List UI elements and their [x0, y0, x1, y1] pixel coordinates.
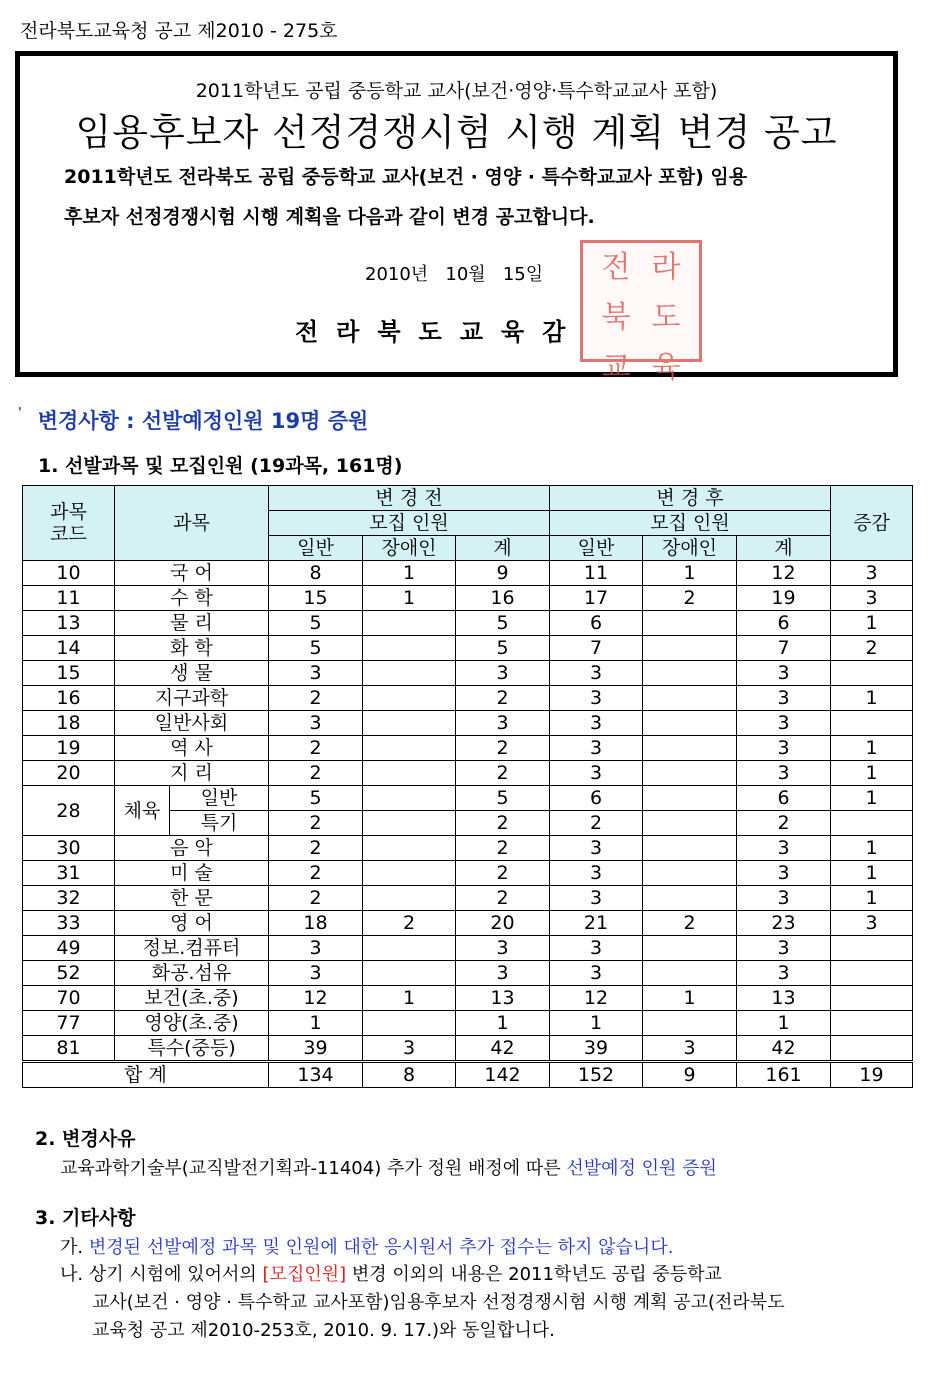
cell-total-a-dis: 9: [643, 1062, 737, 1088]
cell-subject: 지 리: [115, 761, 269, 786]
seal-char: 도: [651, 300, 681, 335]
cell-b-gen: 2: [269, 836, 363, 861]
cell-code: 32: [23, 886, 115, 911]
cell-code: 16: [23, 686, 115, 711]
cell-a-gen: 3: [550, 661, 643, 686]
cell-b-dis: [363, 1011, 456, 1036]
after-recruit-header: 모집 인원: [550, 511, 831, 536]
cell-b-gen: 2: [269, 886, 363, 911]
cell-subject: 정보.컴퓨터: [115, 936, 269, 961]
official-seal: [580, 240, 702, 385]
cell-b-dis: 1: [363, 561, 456, 586]
cell-a-gen: 3: [550, 861, 643, 886]
cell-code: 31: [23, 861, 115, 886]
seal-char: 전: [601, 250, 631, 285]
cell-total-b-sum: 142: [456, 1062, 550, 1088]
cell-b-dis: [363, 861, 456, 886]
cell-a-gen: 3: [550, 761, 643, 786]
cell-b-gen: 39: [269, 1036, 363, 1062]
cell-a-dis: [643, 886, 737, 911]
cell-b-dis: 3: [363, 1036, 456, 1062]
cell-b-dis: [363, 636, 456, 661]
cell-b-gen: 2: [269, 861, 363, 886]
cell-b-dis: [363, 736, 456, 761]
table-row: [23, 836, 913, 861]
cell-subject-sub: 일반: [170, 786, 269, 811]
cell-a-dis: [643, 836, 737, 861]
cell-a-sum: 3: [737, 761, 831, 786]
cell-b-sum: 5: [456, 636, 550, 661]
cell-subject: 음 악: [115, 836, 269, 861]
cell-subject: 한 문: [115, 886, 269, 911]
cell-b-sum: 3: [456, 661, 550, 686]
cell-subject: 화공.섬유: [115, 961, 269, 986]
cell-b-sum: 2: [456, 736, 550, 761]
cell-diff: [831, 711, 913, 736]
col-diff-header: 증감: [831, 486, 913, 561]
cell-diff: [831, 1036, 913, 1062]
cell-b-dis: [363, 761, 456, 786]
total-row: [23, 1062, 913, 1088]
table-row: [23, 786, 913, 811]
cell-b-sum: 16: [456, 586, 550, 611]
item-b-line-2: 교사(보건 · 영양 · 특수학교 교사포함)임용후보자 선정경쟁시험 시행 계획 공고(전라북도: [92, 1292, 785, 1313]
cell-total-label: 합 계: [23, 1062, 269, 1088]
cell-b-sum: 3: [456, 961, 550, 986]
intro-line-1: 2011학년도 전라북도 공립 중등학교 교사(보건 · 영양 · 특수학교교사 포함) 임용: [64, 166, 748, 188]
cell-a-gen: 3: [550, 886, 643, 911]
cell-subject: 보건(초.중): [115, 986, 269, 1011]
cell-b-sum: 9: [456, 561, 550, 586]
cell-diff: [831, 986, 913, 1011]
cell-subject: 영양(초.중): [115, 1011, 269, 1036]
table-row: [23, 961, 913, 986]
cell-b-dis: 1: [363, 986, 456, 1011]
cell-a-sum: 12: [737, 561, 831, 586]
cell-a-sum: 13: [737, 986, 831, 1011]
bullet-mark-icon: ': [18, 405, 22, 419]
cell-code: 13: [23, 611, 115, 636]
cell-subject: 물 리: [115, 611, 269, 636]
cell-a-sum: 6: [737, 786, 831, 811]
cell-b-gen: 2: [269, 686, 363, 711]
cell-code: 14: [23, 636, 115, 661]
cell-b-gen: 3: [269, 711, 363, 736]
cell-a-dis: [643, 661, 737, 686]
cell-b-gen: 2: [269, 811, 363, 836]
cell-b-dis: [363, 711, 456, 736]
change-heading-text: 변경사항 : 선발예정인원 19명 증원: [37, 409, 369, 433]
cell-diff: 3: [831, 911, 913, 936]
cell-b-gen: 8: [269, 561, 363, 586]
cell-a-gen: 17: [550, 586, 643, 611]
seal-char: 교: [601, 350, 631, 385]
cell-subject: 화 학: [115, 636, 269, 661]
cell-b-dis: [363, 886, 456, 911]
cell-a-sum: 42: [737, 1036, 831, 1062]
reason-highlight: 선발예정 인원 증원: [566, 1158, 717, 1179]
cell-diff: [831, 661, 913, 686]
table-row: [23, 1036, 913, 1062]
table-row: [23, 636, 913, 661]
cell-a-dis: [643, 861, 737, 886]
cell-b-gen: 2: [269, 761, 363, 786]
cell-b-gen: 5: [269, 636, 363, 661]
cell-total-a-gen: 152: [550, 1062, 643, 1088]
section1-title: 1. 선발과목 및 모집인원 (19과목, 161명): [38, 455, 403, 477]
before-sum-header: 계: [456, 536, 550, 561]
cell-b-gen: 15: [269, 586, 363, 611]
cell-a-gen: 6: [550, 611, 643, 636]
cell-subject: 특수(중등): [115, 1036, 269, 1062]
item-b-highlight: [모집인원]: [262, 1264, 347, 1285]
cell-b-sum: 5: [456, 786, 550, 811]
cell-a-gen: 1: [550, 1011, 643, 1036]
cell-total-b-dis: 8: [363, 1062, 456, 1088]
cell-b-dis: 1: [363, 586, 456, 611]
cell-a-dis: 3: [643, 1036, 737, 1062]
item-b-line-3: 교육청 공고 제2010-253호, 2010. 9. 17.)와 동일합니다.: [92, 1320, 555, 1341]
cell-a-gen: 11: [550, 561, 643, 586]
cell-total-b-gen: 134: [269, 1062, 363, 1088]
cell-a-gen: 3: [550, 836, 643, 861]
cell-code: 81: [23, 1036, 115, 1062]
cell-subject: 수 학: [115, 586, 269, 611]
cell-a-dis: [643, 711, 737, 736]
announcement-subtitle: 2011학년도 공립 중등학교 교사(보건·영양·특수학교교사 포함): [195, 80, 718, 102]
cell-a-sum: 1: [737, 1011, 831, 1036]
cell-b-sum: 2: [456, 886, 550, 911]
cell-diff: 1: [831, 861, 913, 886]
issuer-name: 전라북도교육감: [295, 318, 584, 346]
cell-a-sum: 3: [737, 861, 831, 886]
cell-a-dis: [643, 811, 737, 836]
cell-b-dis: [363, 836, 456, 861]
cell-b-sum: 13: [456, 986, 550, 1011]
cell-b-dis: [363, 786, 456, 811]
cell-b-sum: 2: [456, 861, 550, 886]
cell-a-gen: 3: [550, 736, 643, 761]
cell-a-gen: 2: [550, 811, 643, 836]
cell-b-sum: 3: [456, 936, 550, 961]
table-row: [23, 736, 913, 761]
cell-b-gen: 3: [269, 961, 363, 986]
cell-b-sum: 2: [456, 836, 550, 861]
cell-b-dis: [363, 961, 456, 986]
cell-b-gen: 5: [269, 786, 363, 811]
cell-code: 15: [23, 661, 115, 686]
cell-b-sum: 20: [456, 911, 550, 936]
before-disabled-header: 장애인: [363, 536, 456, 561]
cell-total-diff: 19: [831, 1062, 913, 1088]
col-subject-header: 과목: [115, 486, 269, 561]
cell-a-sum: 19: [737, 586, 831, 611]
table-row: [23, 611, 913, 636]
cell-a-dis: [643, 636, 737, 661]
cell-diff: 1: [831, 836, 913, 861]
table-row: [23, 686, 913, 711]
cell-b-dis: [363, 611, 456, 636]
table-row: [23, 1011, 913, 1036]
seal-char: 라: [651, 250, 681, 285]
cell-b-sum: 3: [456, 711, 550, 736]
cell-code: 77: [23, 1011, 115, 1036]
cell-a-sum: 2: [737, 811, 831, 836]
table-row: [23, 711, 913, 736]
seal-char: 육: [651, 350, 681, 385]
announcement-title: 임용후보자 선정경쟁시험 시행 계획 변경 공고: [75, 111, 838, 154]
cell-a-gen: 3: [550, 711, 643, 736]
intro-line-2: 후보자 선정경쟁시험 시행 계획을 다음과 같이 변경 공고합니다.: [64, 206, 595, 228]
cell-b-sum: 42: [456, 1036, 550, 1062]
cell-diff: [831, 811, 913, 836]
table-row: [23, 986, 913, 1011]
seal-char: 북: [601, 300, 631, 335]
cell-b-gen: 12: [269, 986, 363, 1011]
cell-a-dis: [643, 761, 737, 786]
cell-b-gen: 3: [269, 661, 363, 686]
cell-diff: 2: [831, 636, 913, 661]
cell-a-dis: 1: [643, 986, 737, 1011]
cell-a-dis: 2: [643, 911, 737, 936]
cell-b-sum: 2: [456, 686, 550, 711]
cell-a-dis: [643, 686, 737, 711]
cell-b-sum: 2: [456, 811, 550, 836]
table-row: [23, 911, 913, 936]
cell-b-dis: [363, 936, 456, 961]
other-item-a: [60, 1233, 673, 1259]
cell-a-dis: [643, 961, 737, 986]
cell-a-sum: 3: [737, 736, 831, 761]
item-a-text: 변경된 선발예정 과목 및 인원에 대한 응시원서 추가 접수는 하지 않습니다.: [88, 1237, 674, 1258]
cell-subject-group: 체육: [115, 786, 170, 836]
item-b-pre: 상기 시험에 있어서의: [88, 1264, 257, 1285]
announcement-box: [15, 51, 898, 385]
cell-diff: 1: [831, 886, 913, 911]
cell-diff: 1: [831, 611, 913, 636]
cell-subject: 영 어: [115, 911, 269, 936]
notice-number: 전라북도교육청 공고 제2010 - 275호: [20, 20, 338, 42]
cell-a-sum: 6: [737, 611, 831, 636]
cell-code: 18: [23, 711, 115, 736]
cell-b-sum: 2: [456, 761, 550, 786]
cell-code: 20: [23, 761, 115, 786]
cell-a-sum: 3: [737, 686, 831, 711]
before-general-header: 일반: [269, 536, 363, 561]
cell-a-gen: 3: [550, 936, 643, 961]
cell-diff: 1: [831, 786, 913, 811]
cell-subject: 지구과학: [115, 686, 269, 711]
cell-a-sum: 3: [737, 661, 831, 686]
cell-code: 52: [23, 961, 115, 986]
cell-b-gen: 18: [269, 911, 363, 936]
before-recruit-header: 모집 인원: [269, 511, 550, 536]
cell-diff: [831, 1011, 913, 1036]
cell-b-gen: 3: [269, 936, 363, 961]
cell-total-a-sum: 161: [737, 1062, 831, 1088]
cell-subject: 국 어: [115, 561, 269, 586]
table-row: [23, 761, 913, 786]
cell-b-sum: 1: [456, 1011, 550, 1036]
cell-subject: 역 사: [115, 736, 269, 761]
announcement-date: 2010년 10월 15일: [365, 264, 544, 285]
cell-b-dis: 2: [363, 911, 456, 936]
cell-diff: 1: [831, 736, 913, 761]
cell-subject: 미 술: [115, 861, 269, 886]
cell-a-gen: 6: [550, 786, 643, 811]
cell-b-gen: 2: [269, 736, 363, 761]
cell-a-gen: 12: [550, 986, 643, 1011]
cell-a-gen: 39: [550, 1036, 643, 1062]
cell-a-sum: 3: [737, 961, 831, 986]
cell-subject: 일반사회: [115, 711, 269, 736]
section3-title: 3. 기타사항: [35, 1207, 136, 1229]
cell-a-gen: 21: [550, 911, 643, 936]
item-b-post: 변경 이외의 내용은 2011학년도 공립 중등학교: [351, 1264, 722, 1285]
cell-subject-sub: 특기: [170, 811, 269, 836]
cell-diff: 3: [831, 586, 913, 611]
change-heading: [18, 405, 368, 435]
cell-b-dis: [363, 686, 456, 711]
after-sum-header: 계: [737, 536, 831, 561]
cell-a-sum: 3: [737, 836, 831, 861]
cell-a-dis: 2: [643, 586, 737, 611]
cell-code: 49: [23, 936, 115, 961]
cell-diff: 3: [831, 561, 913, 586]
table-row: [23, 886, 913, 911]
cell-a-sum: 23: [737, 911, 831, 936]
reason-text: 교육과학기술부(교직발전기획과-11404) 추가 정원 배정에 따른: [60, 1158, 561, 1179]
cell-diff: 1: [831, 686, 913, 711]
cell-code: 11: [23, 586, 115, 611]
item-b-marker: 나.: [60, 1264, 84, 1285]
after-disabled-header: 장애인: [643, 536, 737, 561]
cell-b-gen: 1: [269, 1011, 363, 1036]
cell-a-sum: 3: [737, 886, 831, 911]
table-row: [23, 661, 913, 686]
cell-diff: [831, 936, 913, 961]
cell-subject: 생 물: [115, 661, 269, 686]
after-general-header: 일반: [550, 536, 643, 561]
cell-diff: 1: [831, 761, 913, 786]
cell-a-dis: [643, 1011, 737, 1036]
cell-a-sum: 7: [737, 636, 831, 661]
col-before-header: 변 경 전: [269, 486, 550, 511]
change-reason: [60, 1154, 717, 1180]
section2-title: 2. 변경사유: [35, 1128, 136, 1150]
cell-a-dis: [643, 611, 737, 636]
cell-a-sum: 3: [737, 711, 831, 736]
recruitment-table: [22, 485, 913, 1088]
cell-b-dis: [363, 811, 456, 836]
table-row: [23, 586, 913, 611]
cell-a-gen: 7: [550, 636, 643, 661]
cell-code: 10: [23, 561, 115, 586]
cell-a-dis: [643, 936, 737, 961]
cell-code: 30: [23, 836, 115, 861]
cell-b-gen: 5: [269, 611, 363, 636]
table-row: [23, 561, 913, 586]
cell-diff: [831, 961, 913, 986]
cell-a-dis: [643, 786, 737, 811]
cell-a-gen: 3: [550, 961, 643, 986]
cell-b-dis: [363, 661, 456, 686]
cell-b-sum: 5: [456, 611, 550, 636]
table-row: [23, 861, 913, 886]
cell-code: 70: [23, 986, 115, 1011]
cell-code: 33: [23, 911, 115, 936]
item-a-marker: 가.: [60, 1237, 84, 1258]
other-item-b: [60, 1260, 722, 1286]
cell-a-dis: 1: [643, 561, 737, 586]
cell-code: 28: [23, 786, 115, 836]
col-code-header: 과목 코드: [23, 486, 115, 561]
table-row: [23, 936, 913, 961]
cell-a-dis: [643, 736, 737, 761]
cell-code: 19: [23, 736, 115, 761]
cell-a-sum: 3: [737, 936, 831, 961]
cell-a-gen: 3: [550, 686, 643, 711]
col-after-header: 변 경 후: [550, 486, 831, 511]
